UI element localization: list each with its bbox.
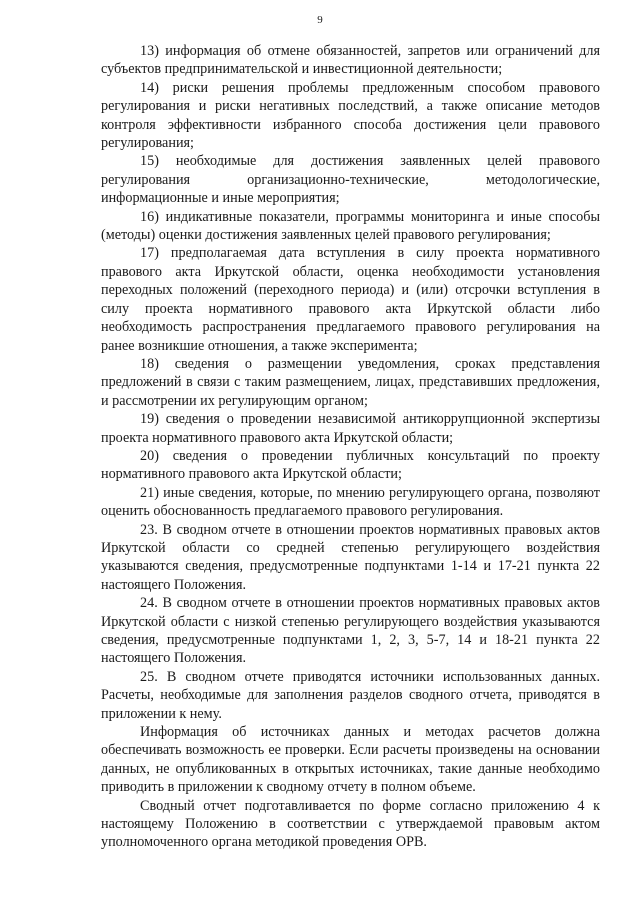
paragraph-section-23: 23. В сводном отчете в отношении проектов нормативных правовых актов Иркутской области со средней степенью регулирующего воздействия указываются сведения, предусмотренные подпунктами 1-14 и 17-21 пункта 22 настоящего Положения. [101, 521, 600, 593]
paragraph-data-sources: Информация об источниках данных и методах расчетов должна обеспечивать возможность ее проверки. Если расчеты произведены на основании данных, не опубликованных в открытых источниках, такие данные необходимо приводить в приложении к сводному отчету в полном объеме. [101, 724, 600, 796]
paragraph-item-19: 19) сведения о проведении независимой антикоррупционной экспертизы проекта нормативного правового акта Иркутской области; [101, 411, 600, 446]
page-number: 9 [317, 14, 323, 26]
paragraph-item-18: 18) сведения о размещении уведомления, сроках представления предложений в связи с таким размещением, лицах, представивших предложения, и рассмотрении их регулирующим органом; [101, 355, 600, 409]
paragraph-item-13: 13) информация об отмене обязанностей, запретов или ограничений для субъектов предпринимательской и инвестиционной деятельности; [101, 43, 600, 78]
paragraph-item-15: 15) необходимые для достижения заявленных целей правового регулирования организационно-технические, методологические, информационные и иные мероприятия; [101, 153, 600, 207]
paragraph-item-20: 20) сведения о проведении публичных консультаций по проекту нормативного правового акта Иркутской области; [101, 447, 600, 483]
paragraph-item-14: 14) риски решения проблемы предложенным способом правового регулирования и риски негативных последствий, а также описание методов контроля эффективности избранного способа достижения цели правового регулирования; [101, 79, 600, 152]
paragraph-item-17: 17) предполагаемая дата вступления в силу проекта нормативного правового акта Иркутской области, оценка необходимости установления переходных положений (переходного периода) и (или) отсрочки вступления в силу проекта нормативного правового акта Иркутской области либо необходимость распространения предлагаемого правового регулирования на ранее возникшие отношения, а также эксперимента; [101, 245, 600, 354]
paragraph-section-24: 24. В сводном отчете в отношении проектов нормативных правовых актов Иркутской области с низкой степенью регулирующего воздействия указываются сведения, предусмотренные подпунктами 1, 2, 3, 5-7, 14 и 18-21 пункта 22 настоящего Положения. [101, 595, 600, 667]
paragraph-report-form: Сводный отчет подготавливается по форме согласно приложению 4 к настоящему Положению в соответствии с утверждаемой правовым актом уполномоченного органа методикой проведения ОРВ. [101, 797, 600, 851]
paragraph-section-25: 25. В сводном отчете приводятся источники использованных данных. Расчеты, необходимые для заполнения разделов сводного отчета, приводятся в приложении к нему. [101, 668, 600, 722]
paragraph-item-16: 16) индикативные показатели, программы мониторинга и иные способы (методы) оценки достижения заявленных целей правового регулирования; [101, 208, 600, 244]
paragraph-item-21: 21) иные сведения, которые, по мнению регулирующего органа, позволяют оценить обоснованность предлагаемого правового регулирования. [101, 484, 600, 520]
document-body [101, 42, 600, 852]
